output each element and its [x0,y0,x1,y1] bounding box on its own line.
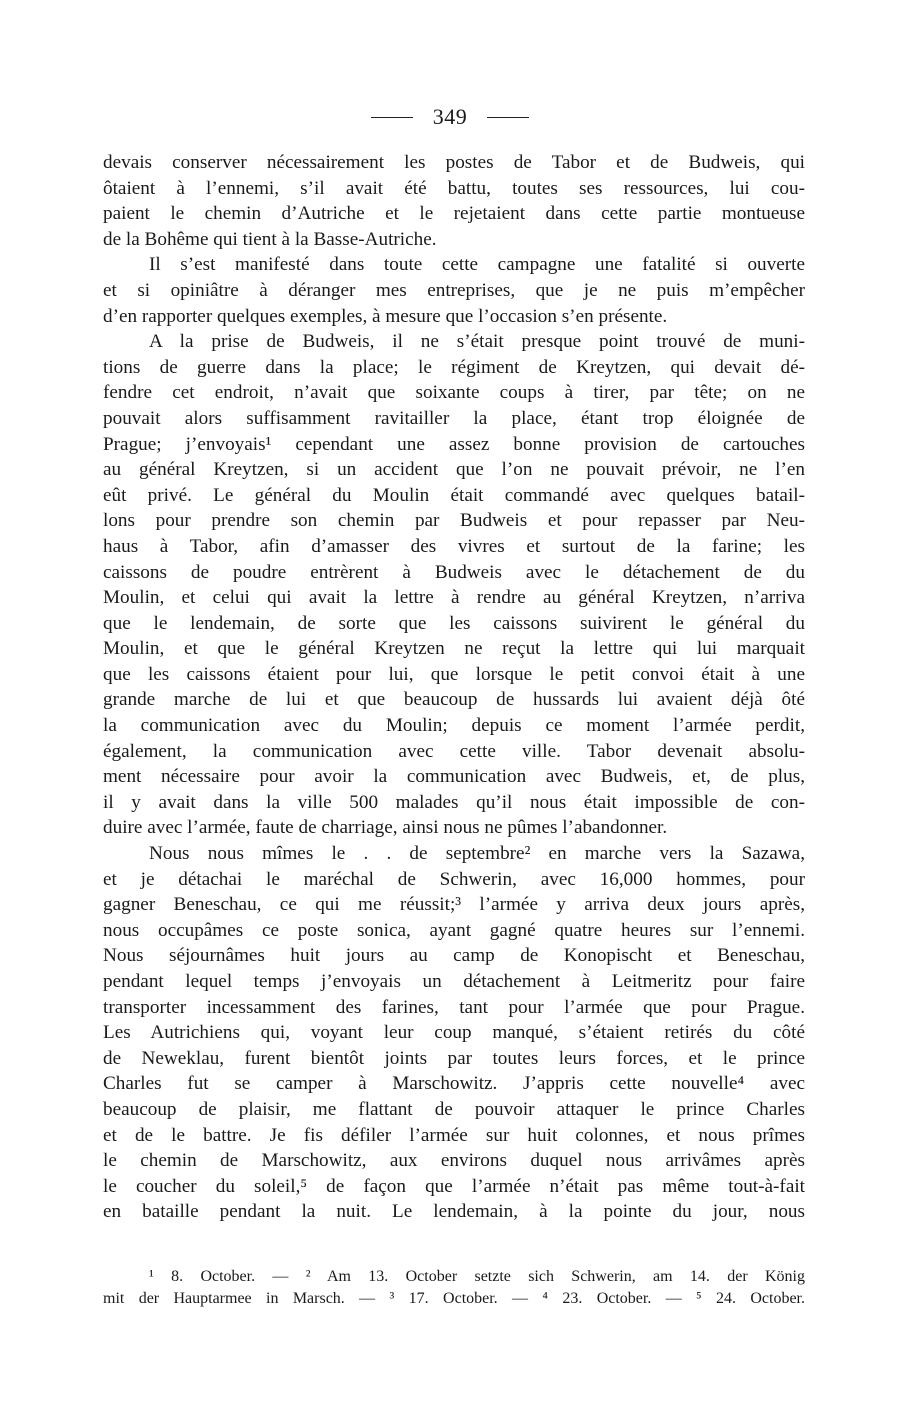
text-line: en bataille pendant la nuit. Le lendemain, à la pointe du jour, nous [103,1201,805,1223]
header-rule-right [487,117,529,118]
text-line: et si opiniâtre à déranger mes entreprises, que je ne puis m’empêcher [103,279,805,301]
text-line: eût privé. Le général du Moulin était commandé avec quelques batail- [103,484,805,506]
text-line: duire avec l’armée, faute de charriage, ainsi nous ne pûmes l’abandonner. [103,817,668,839]
paragraph-2 [103,252,805,329]
text-line: d’en rapporter quelques exemples, à mesure que l’occasion s’en présente. [103,305,668,327]
footnotes [103,1266,805,1310]
footnote-line: ¹ 8. October. — ² Am 13. October setzte sich Schwerin, am 14. der König [149,1268,805,1285]
text-line: A la prise de Budweis, il ne s’était presque point trouvé de muni- [149,331,805,353]
text-line: le coucher du soleil,⁵ de façon que l’armée n’était pas même tout-à-fait [103,1175,805,1197]
text-line: Nous nous mîmes le . . de septembre² en marche vers la Sazawa, [149,843,805,865]
text-line: fendre cet endroit, n’avait que soixante coups à tirer, par tête; on ne [103,382,805,404]
text-line: tions de guerre dans la place; le régiment de Kreytzen, qui devait dé- [103,356,805,378]
page-number: 349 [432,104,468,129]
text-line: devais conserver nécessairement les postes de Tabor et de Budweis, qui [103,152,805,173]
text-line: la communication avec du Moulin; depuis ce moment l’armée perdit, [103,715,805,737]
text-line: il y avait dans la ville 500 malades qu’il nous était impossible de con- [103,791,805,813]
footnote-line: mit der Hauptarmee in Marsch. — ³ 17. October. — ⁴ 23. October. — ⁵ 24. October. [103,1290,805,1307]
text-line: le chemin de Marschowitz, aux environs duquel nous arrivâmes après [103,1150,805,1172]
text-line: de la Bohême qui tient à la Basse-Autriche. [103,228,437,250]
text-line: pouvait alors suffisamment ravitailler la place, étant trop éloignée de [103,407,805,429]
text-line: pendant lequel temps j’envoyais un détachement à Leitmeritz pour faire [103,971,805,992]
text-line: paient le chemin d’Autriche et le rejetaient dans cette partie montueuse [103,203,805,225]
paragraph-1 [103,150,805,252]
text-line: Prague; j’envoyais¹ cependant une assez bonne provision de cartouches [103,433,805,455]
text-line: Il s’est manifesté dans toute cette campagne une fatalité si ouverte [149,254,805,276]
text-line: Moulin, et celui qui avait la lettre à rendre au général Kreytzen, n’arriva [103,587,805,609]
text-line: lons pour prendre son chemin par Budweis et pour repasser par Neu- [103,510,805,532]
text-line: Les Autrichiens qui, voyant leur coup manqué, s’étaient retirés du côté [103,1022,805,1044]
text-line: et de le battre. Je fis défiler l’armée sur huit colonnes, et nous prîmes [103,1124,805,1146]
text-line: nous occupâmes ce poste sonica, ayant gagné quatre heures sur l’ennemi. [103,919,805,941]
paragraph-3 [103,329,805,841]
text-line: également, la communication avec cette ville. Tabor devenait absolu- [103,740,805,762]
text-line: au général Kreytzen, si un accident que l’on ne pouvait prévoir, ne l’en [103,459,805,481]
text-line: gagner Beneschau, ce qui me réussit;³ l’armée y arriva deux jours après, [103,894,805,916]
text-line: ôtaient à l’ennemi, s’il avait été battu, toutes ses ressources, lui cou- [103,177,805,199]
text-line: de Neweklau, furent bientôt joints par toutes leurs forces, et le prince [103,1047,805,1069]
body-text [103,150,805,1225]
text-line: transporter incessamment des farines, tant pour l’armée que pour Prague. [103,996,805,1018]
text-line: grande marche de lui et que beaucoup de hussards lui avaient déjà ôté [103,689,805,711]
paragraph-4 [103,841,805,1225]
text-line: Charles fut se camper à Marschowitz. J’appris cette nouvelle⁴ avec [103,1073,805,1095]
text-line: caissons de poudre entrèrent à Budweis avec le détachement de du [103,561,805,583]
text-line: beaucoup de plaisir, me flattant de pouvoir attaquer le prince Charles [103,1098,805,1120]
text-line: que les caissons étaient pour lui, que lorsque le petit convoi était à une [103,663,805,685]
text-line: que le lendemain, de sorte que les caissons suivirent le général du [103,612,805,634]
text-line: haus à Tabor, afin d’amasser des vivres et surtout de la farine; les [103,535,805,557]
text-line: ment nécessaire pour avoir la communication avec Budweis, et, de plus, [103,766,805,788]
text-line: Moulin, et que le général Kreytzen ne reçut la lettre qui lui marquait [103,638,805,660]
header-rule-left [371,117,413,118]
text-line: Nous séjournâmes huit jours au camp de Konopischt et Beneschau, [103,945,805,967]
page-header [0,104,900,130]
text-line: et je détachai le maréchal de Schwerin, avec 16,000 hommes, pour [103,868,805,890]
